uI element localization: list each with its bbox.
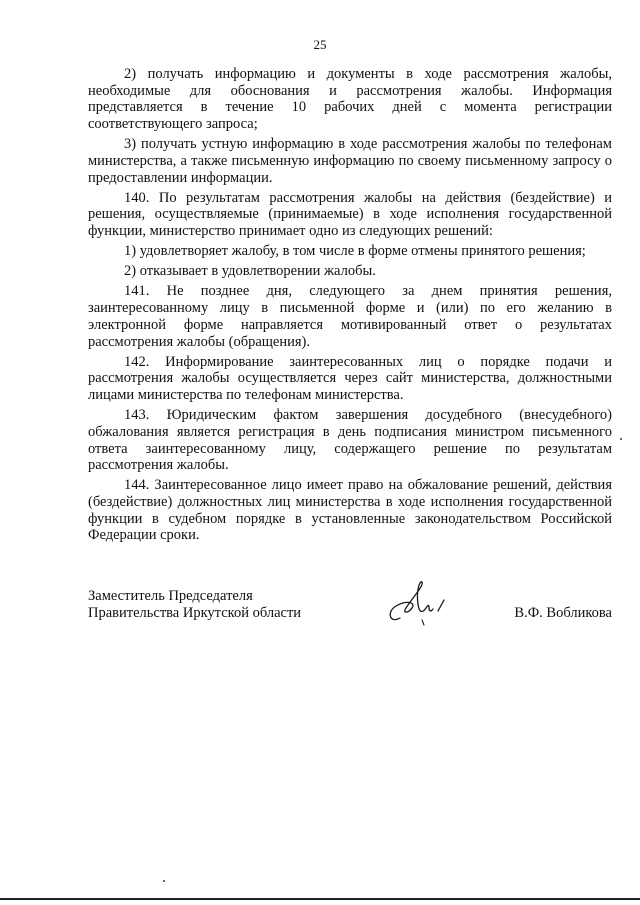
- document-body: [88, 66, 612, 544]
- page-number: 25: [313, 37, 327, 52]
- paragraph-item-2: 2) получать информацию и документы в ходе рассмотрения жалобы, необходимые для обоснования и рассмотрения жалобы. Информация представляется в течение 10 рабочих дней с момента регистрации соответствующего запроса;: [88, 66, 612, 133]
- paragraph-143: 143. Юридическим фактом завершения досудебного (внесудебного) обжалования является регистрация в день подписания министром письменного ответа заинтересованному лицу, содержащего решение по результатам рассмотрения жалобы.: [88, 407, 612, 474]
- signatory-title-line-2: Правительства Иркутской области: [88, 605, 302, 621]
- paragraph-140-option-2: 2) отказывает в удовлетворении жалобы.: [124, 263, 376, 280]
- paragraph-item-3: 3) получать устную информацию в ходе рассмотрения жалобы по телефонам министерства, а также письменную информацию по своему письменному запросу о предоставлении информации.: [88, 136, 612, 186]
- signatory-name: В.Ф. Вобликова: [514, 605, 612, 621]
- paragraph-140-option-1: 1) удовлетворяет жалобу, в том числе в форме отмены принятого решения;: [124, 243, 586, 260]
- paragraph-142: 142. Информирование заинтересованных лиц о порядке подачи и рассмотрения жалобы осуществляется через сайт министерства, должностными лицами министерства по телефонам министерства.: [88, 353, 612, 403]
- scan-speck: [163, 880, 165, 882]
- scan-bottom-edge: [0, 898, 640, 900]
- signature-block: [88, 588, 612, 648]
- handwritten-signature: [382, 578, 462, 634]
- paragraph-141: 141. Не позднее дня, следующего за днем принятия решения, заинтересованному лицу в письменной форме и (или) по его желанию в электронной форме направляется мотивированный ответ о результатах рассмотрения жалобы (обращения).: [88, 283, 612, 350]
- signatory-title-line-1: Заместитель Председателя: [88, 588, 253, 604]
- paragraph-140: 140. По результатам рассмотрения жалобы на действия (бездействие) и решения, осуществляемые (принимаемые) в ходе исполнения государственной функции, министерство принимает одно из следующих решений:: [88, 189, 612, 240]
- paragraph-144: 144. Заинтересованное лицо имеет право на обжалование решений, действия (бездействие) должностных лиц министерства в ходе исполнения государственной функции в судебном порядке в установленные законодательством Российской Федерации сроки.: [88, 477, 612, 544]
- scan-speck: [620, 438, 622, 440]
